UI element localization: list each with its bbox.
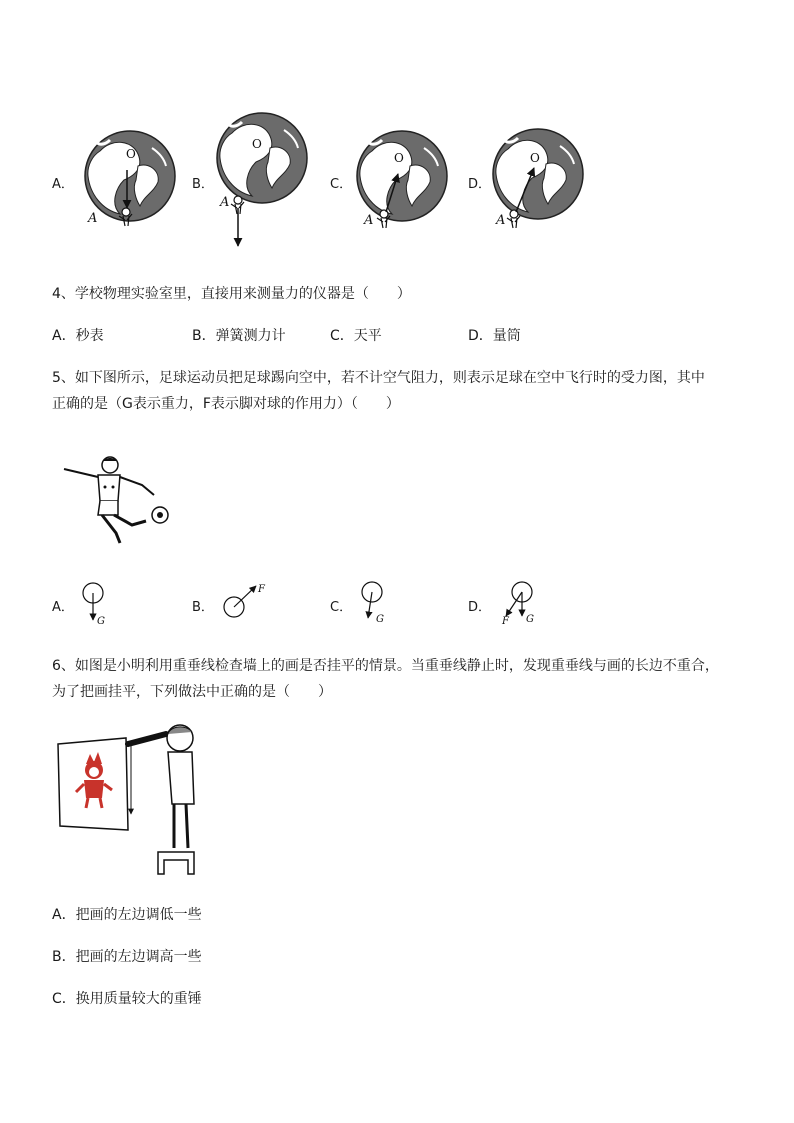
q3-option-c-label[interactable]: C． (330, 177, 353, 192)
q4-option-b[interactable]: B．弹簧测力计 (192, 328, 286, 344)
q3-point-label-a: A (88, 211, 98, 226)
q5-option-a-label[interactable]: A． (52, 600, 74, 615)
q3-option-a-figure (80, 128, 180, 238)
q5-option-a-figure (80, 582, 120, 628)
q5-option-c-figure (358, 580, 398, 628)
q3-option-c-figure (354, 128, 454, 238)
q5-a-g-label: G (97, 616, 105, 627)
q5-c-g-label: G (376, 614, 384, 625)
q5-stem-line1: 5、如下图所示，足球运动员把足球踢向空中，若不计空气阻力，则表示足球在空中飞行时的受力图，其中 (52, 370, 705, 386)
q6-option-b[interactable]: B．把画的左边调高一些 (52, 949, 202, 965)
q5-d-f-label: F (502, 616, 509, 627)
q4-option-c[interactable]: C．天平 (330, 328, 382, 344)
q3-option-b-label[interactable]: B． (192, 177, 214, 192)
q3-point-label-b: A (220, 195, 230, 210)
q3-option-a-label[interactable]: A． (52, 177, 74, 192)
q6-option-c[interactable]: C．换用质量较大的重锤 (52, 991, 202, 1007)
q6-stem-line2: 为了把画挂平，下列做法中正确的是（ ） (52, 684, 332, 700)
q3-option-d-label[interactable]: D． (468, 177, 492, 192)
q5-option-c-label[interactable]: C． (330, 600, 353, 615)
q5-footballer-figure (58, 455, 173, 550)
svg-text:O: O (394, 151, 404, 165)
q3-option-d-figure (490, 128, 590, 238)
q6-plumb-line-figure (56, 722, 206, 880)
q5-stem-line2: 正确的是（G表示重力，F表示脚对球的作用力）（ ） (52, 396, 400, 412)
q5-option-d-figure (496, 578, 546, 628)
q4-stem: 4、学校物理实验室里，直接用来测量力的仪器是（ ） (52, 286, 411, 302)
q5-option-d-label[interactable]: D． (468, 600, 492, 615)
q5-d-g-label: G (526, 614, 534, 625)
q3-point-label-d: A (496, 213, 506, 228)
q3-point-label-c: A (364, 213, 374, 228)
q6-stem-line1: 6、如图是小明利用重垂线检查墙上的画是否挂平的情景。当重垂线静止时，发现重垂线与画的长边不重合， (52, 658, 719, 674)
q5-b-f-label: F (258, 584, 265, 595)
q3-option-b-figure (214, 112, 314, 252)
q4-option-d[interactable]: D．量筒 (468, 328, 521, 344)
svg-text:O: O (252, 137, 262, 151)
svg-text:O: O (530, 151, 540, 165)
q6-option-a[interactable]: A．把画的左边调低一些 (52, 907, 202, 923)
q5-option-b-figure (220, 582, 270, 628)
svg-text:O: O (126, 147, 136, 161)
q5-option-b-label[interactable]: B． (192, 600, 214, 615)
q4-option-a[interactable]: A．秒表 (52, 328, 104, 344)
